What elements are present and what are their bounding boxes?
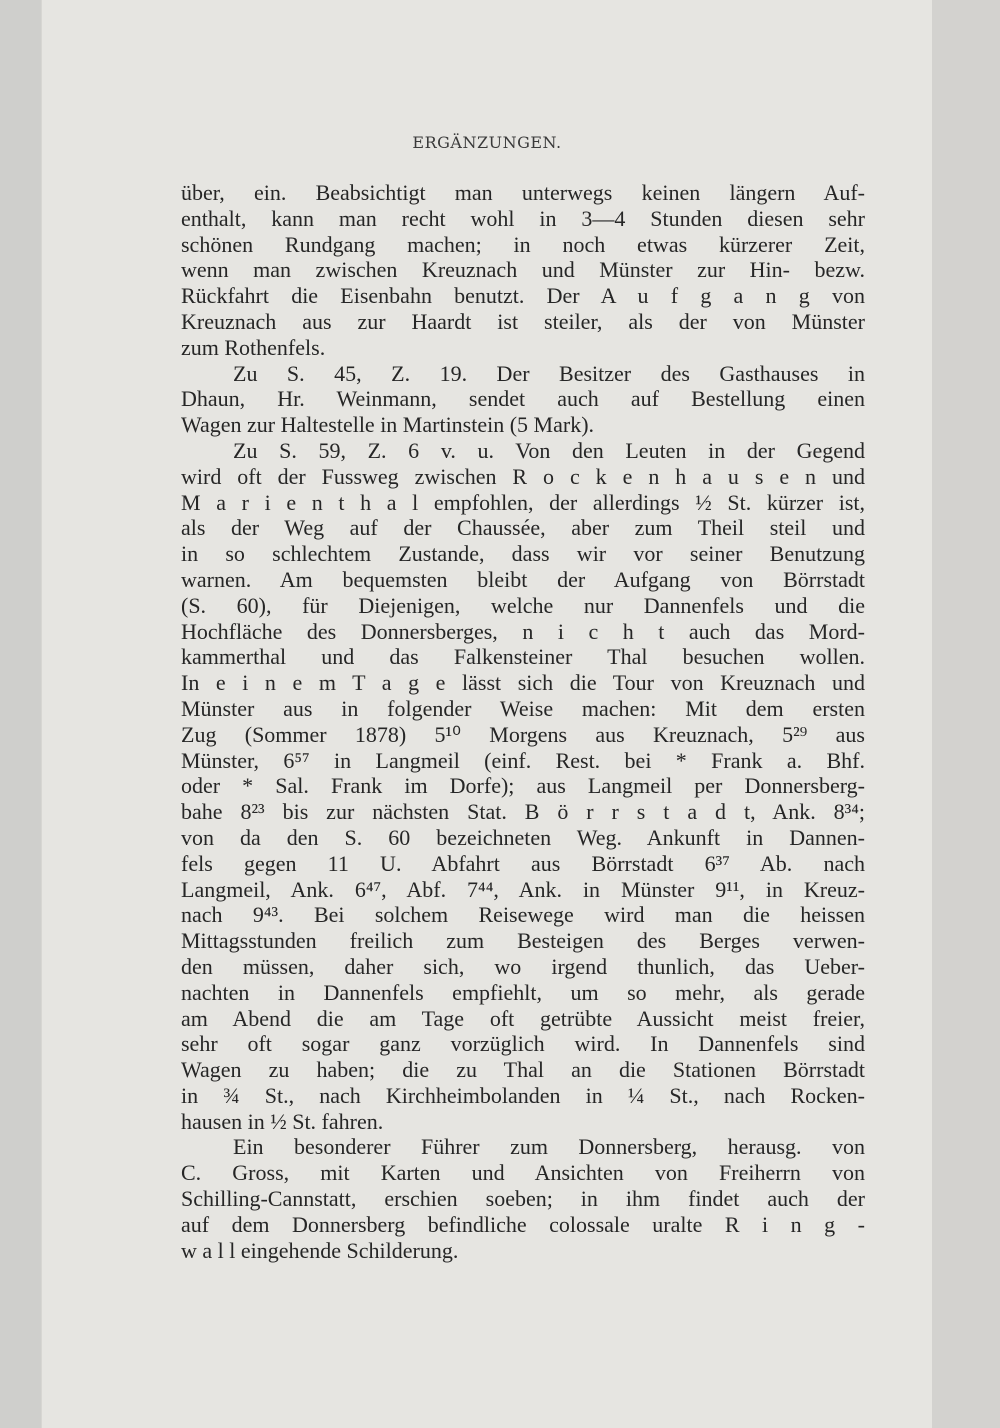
text-line: In e i n e m T a g e lässt sich die Tour von Kreuznach und <box>181 670 865 696</box>
running-head: ERGÄNZUNGEN. <box>412 133 562 152</box>
text-line: warnen. Am bequemsten bleibt der Aufgang von Börrstadt <box>181 566 865 592</box>
text-line: nachten in Dannenfels empfiehlt, um so mehr, als gerade <box>181 979 865 1005</box>
text-line: Münster aus in folgender Weise machen: Mit dem ersten <box>181 695 865 721</box>
text-line: über, ein. Beabsichtigt man unterwegs keinen längern Auf- <box>181 180 865 205</box>
text-line: Kreuznach aus zur Haardt ist steiler, als der von Münster <box>181 308 865 334</box>
text-line: enthalt, kann man recht wohl in 3—4 Stunden diesen sehr <box>181 205 865 231</box>
text-line: Langmeil, Ank. 6⁴⁷, Abf. 7⁴⁴, Ank. in Münster 9¹¹, in Kreuz- <box>181 876 865 902</box>
scan-margin <box>932 0 1000 1428</box>
text-line: Dhaun, Hr. Weinmann, sendet auch auf Bestellung einen <box>181 386 865 412</box>
text-line: auf dem Donnersberg befindliche colossale uralte R i n g - <box>181 1211 865 1237</box>
text-line: wenn man zwischen Kreuznach und Münster zur Hin- bezw. <box>181 257 865 283</box>
text-line: Wagen zur Haltestelle in Martinstein (5 Mark). <box>181 412 595 438</box>
text-line: C. Gross, mit Karten und Ansichten von Freiherrn von <box>181 1160 865 1186</box>
text-line: Hochfläche des Donnersberges, n i c h t auch das Mord- <box>181 618 865 644</box>
text-line: M a r i e n t h a l empfohlen, der allerdings ½ St. kürzer ist, <box>181 489 865 515</box>
text-line: hausen in ½ St. fahren. <box>181 1108 384 1134</box>
text-line: sehr oft sogar ganz vorzüglich wird. In Dannenfels sind <box>181 1031 865 1057</box>
text-line: Wagen zu haben; die zu Thal an die Stationen Börrstadt <box>181 1057 865 1083</box>
text-line: Zu S. 59, Z. 6 v. u. Von den Leuten in der Gegend <box>233 437 865 463</box>
text-line: von da den S. 60 bezeichneten Weg. Ankunft in Dannen- <box>181 824 865 850</box>
text-line: bahe 8²³ bis zur nächsten Stat. B ö r r s t a d t, Ank. 8³⁴; <box>181 799 865 825</box>
text-line: Rückfahrt die Eisenbahn benutzt. Der A u f g a n g von <box>181 283 865 309</box>
text-line: nach 9⁴³. Bei solchem Reisewege wird man die heissen <box>181 902 865 928</box>
text-line: Zu S. 45, Z. 19. Der Besitzer des Gasthauses in <box>233 360 865 386</box>
text-line: den müssen, daher sich, wo irgend thunlich, das Ueber- <box>181 953 865 979</box>
text-line: w a l l eingehende Schilderung. <box>181 1237 459 1263</box>
text-line: als der Weg auf der Chaussée, aber zum Theil steil und <box>181 515 865 541</box>
body-text <box>181 180 865 1263</box>
text-line: kammerthal und das Falkensteiner Thal besuchen wollen. <box>181 644 865 670</box>
text-line: in ¾ St., nach Kirchheimbolanden in ¼ St., nach Rocken- <box>181 1082 865 1108</box>
text-line: fels gegen 11 U. Abfahrt aus Börrstadt 6³⁷ Ab. nach <box>181 850 865 876</box>
text-line: Zug (Sommer 1878) 5¹⁰ Morgens aus Kreuznach, 5²⁹ aus <box>181 721 865 747</box>
text-line: Münster, 6⁵⁷ in Langmeil (einf. Rest. bei * Frank a. Bhf. <box>181 747 865 773</box>
text-line: Ein besonderer Führer zum Donnersberg, herausg. von <box>233 1134 865 1160</box>
text-line: schönen Rundgang machen; in noch etwas kürzerer Zeit, <box>181 231 865 257</box>
text-line: wird oft der Fussweg zwischen R o c k e n h a u s e n und <box>181 463 865 489</box>
text-line: Mittagsstunden freilich zum Besteigen des Berges verwen- <box>181 928 865 954</box>
text-line: oder * Sal. Frank im Dorfe); aus Langmeil per Donnersberg- <box>181 773 865 799</box>
text-line: Schilling-Cannstatt, erschien soeben; in ihm findet auch der <box>181 1186 865 1212</box>
text-line: am Abend die am Tage oft getrübte Aussicht meist freier, <box>181 1005 865 1031</box>
text-line: zum Rothenfels. <box>181 334 326 360</box>
text-line: (S. 60), für Diejenigen, welche nur Dannenfels und die <box>181 592 865 618</box>
text-line: in so schlechtem Zustande, dass wir vor seiner Benutzung <box>181 541 865 567</box>
